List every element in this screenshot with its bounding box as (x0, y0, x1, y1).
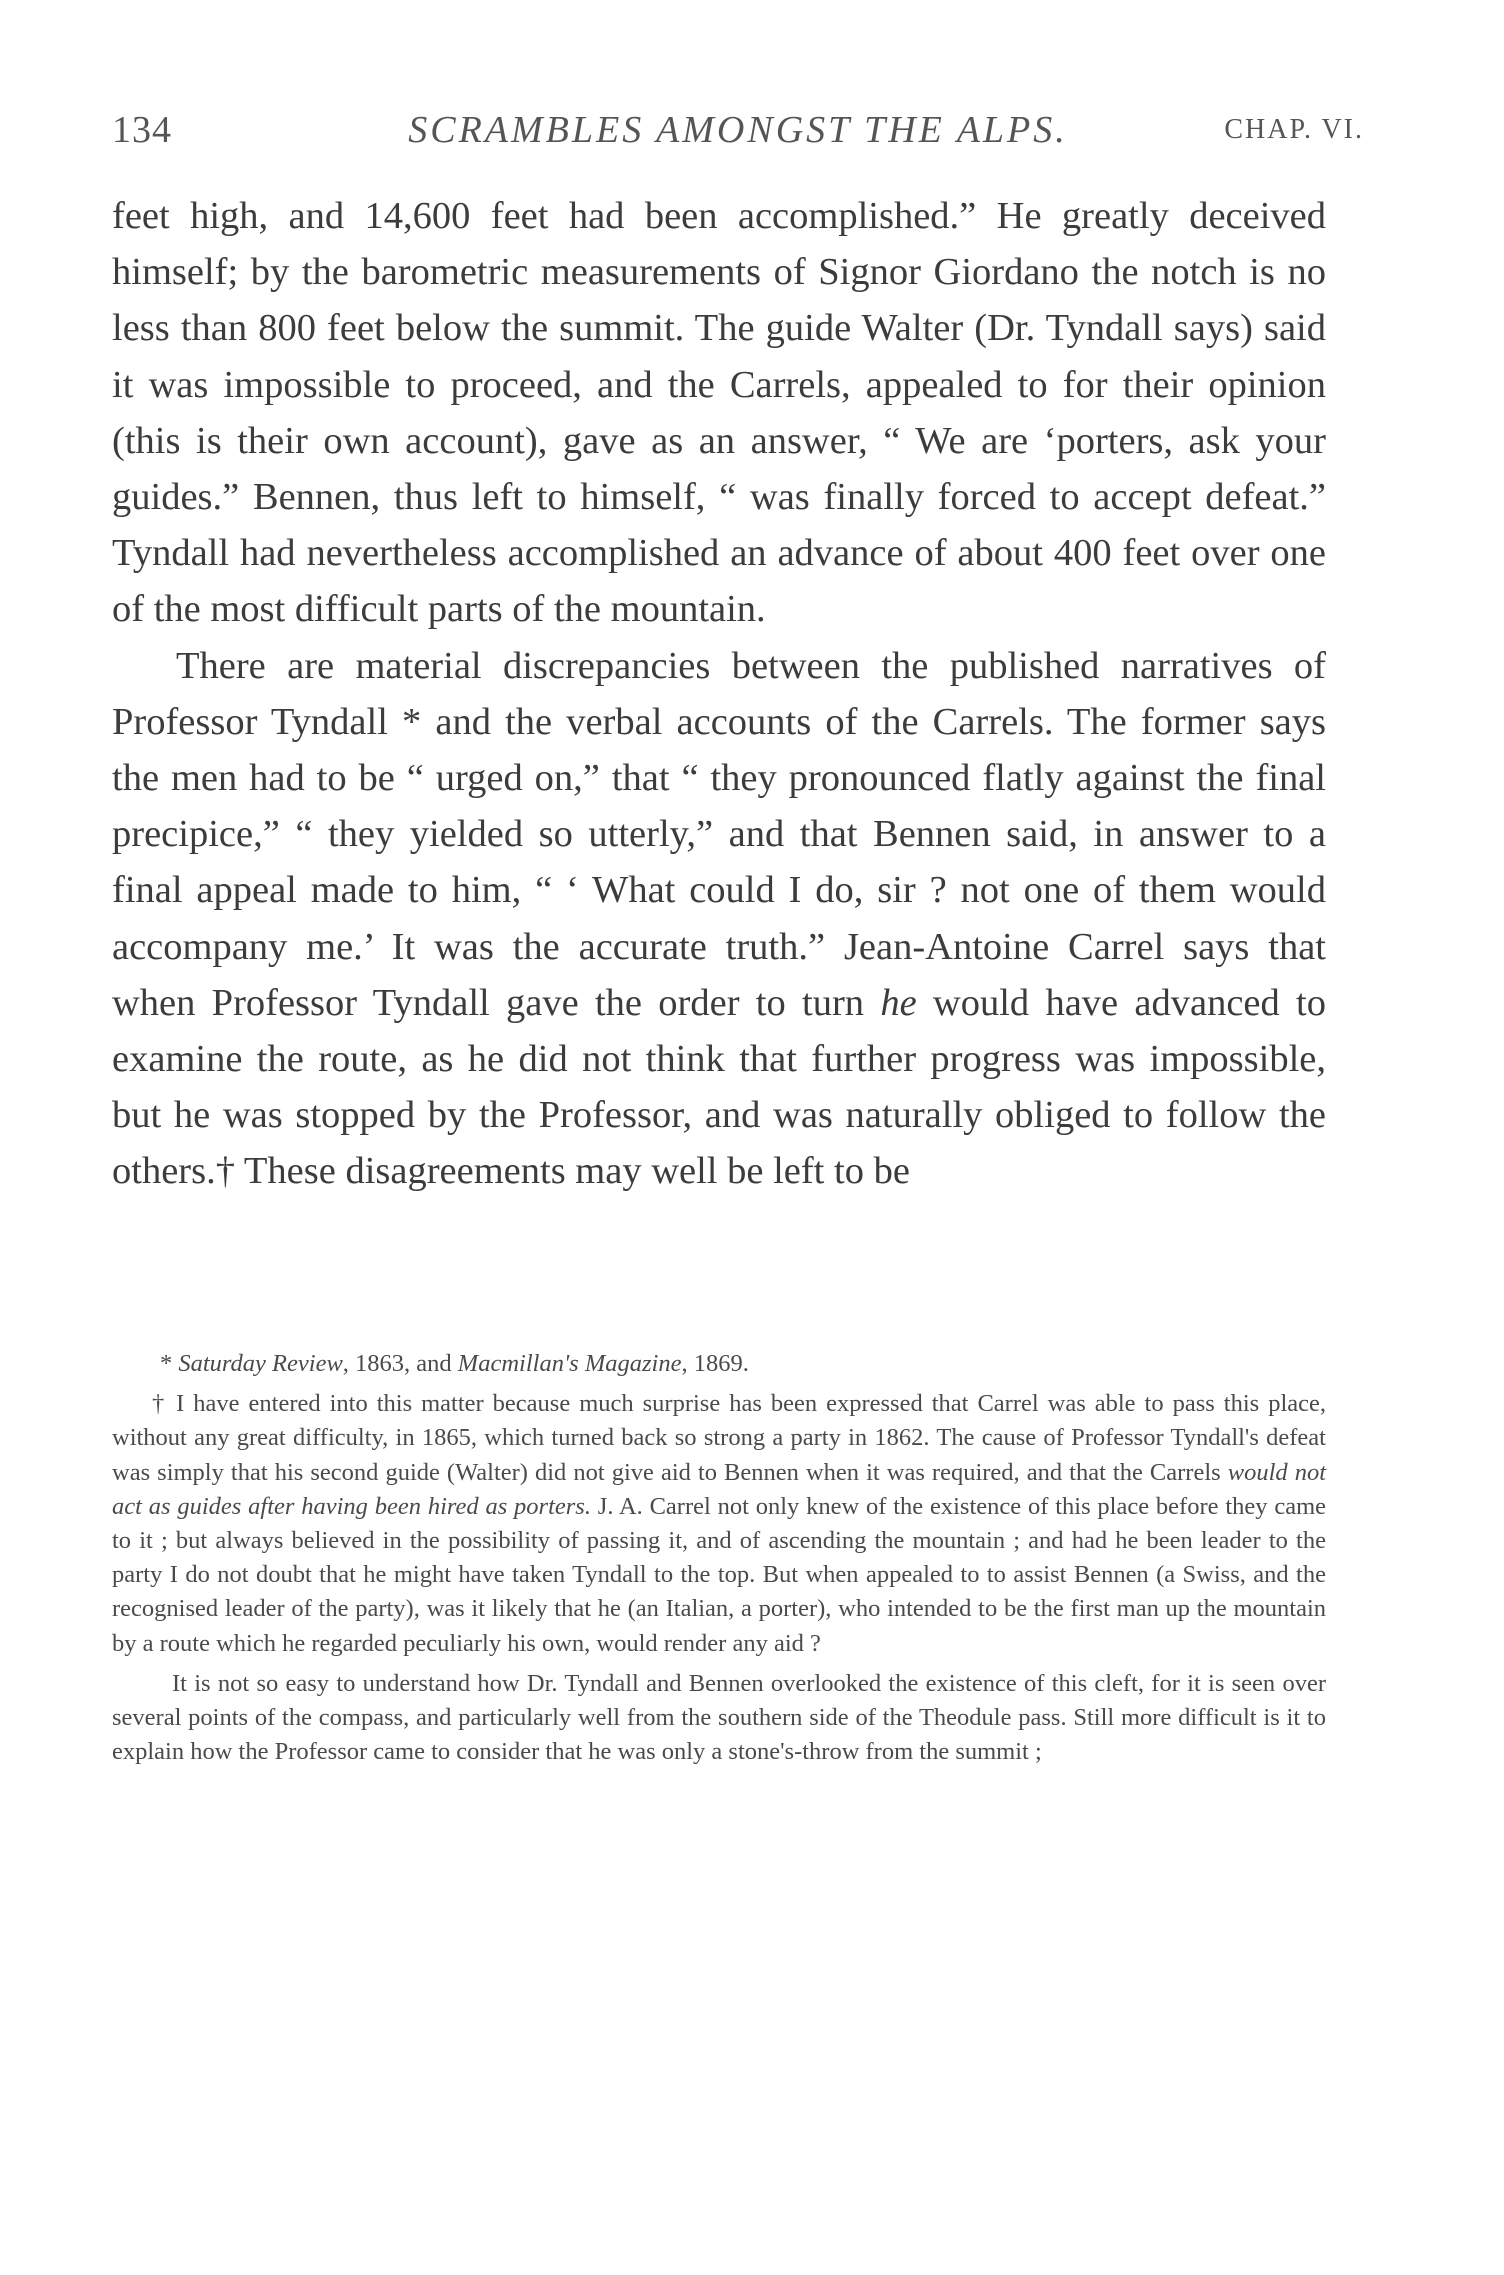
main-text (112, 188, 1326, 1200)
page-number: 134 (112, 109, 172, 151)
footnote-italic: would not act as guides after having been hired as porters. (112, 1458, 1326, 1520)
footnote-2 (112, 1387, 1326, 1661)
italic-word: he (880, 981, 917, 1024)
paragraph (112, 638, 1326, 1200)
footnotes (112, 1347, 1326, 1769)
paragraph-text: would have advanced to examine the route, as he did not think that further progress was impossible, but he was stopped by the Professor, and was naturally obliged to follow the others.† These disagreements may well be left to be (112, 981, 1326, 1193)
paragraph: feet high, and 14,600 feet had been accomplished.” He greatly deceived himself; by the barometric measurements of Signor Giordano the notch is no less than 800 feet below the summit. The guide Walter (Dr. Tyndall says) said it was impossible to proceed, and the Carrels, appealed to for their opinion (this is their own account), gave as an answer, “ We are ‘porters, ask your guides.” Bennen, thus left to himself, “ was finally forced to accept defeat.” Tyndall had nevertheless accomplished an advance of about 400 feet over one of the most difficult parts of the mountain. (112, 195, 1326, 631)
chapter-label: CHAP. VI. (1224, 114, 1364, 145)
footnote-text: J. A. Carrel not only knew of the existence of this place before they came to it ; but always believed in the possibility of passing it, and of ascending the mountain ; and had he been leader to the party I do not doubt that he might have taken Tyndall to the top. But when appealed to to assist Bennen (a Swiss, and the recognised leader of the party), was it likely that he (an Italian, a porter), who intended to be the first man up the mountain by a route which he regarded peculiarly his own, would render any aid ? (112, 1492, 1327, 1657)
footnote-1 (112, 1347, 1326, 1387)
footnote-text: † I have entered into this matter because much surprise has been expressed that Carrel was able to pass this place, without any great difficulty, in 1865, which turned back so strong a party in 1862. The cause of Professor Tyndall's defeat was simply that his second guide (Walter) did not give aid to Bennen when it was required, and that the Carrels (112, 1390, 1326, 1486)
citation-title: Macmillan's Magazine (457, 1350, 682, 1377)
running-header (112, 108, 1364, 156)
running-title: SCRAMBLES AMONGST THE ALPS. (408, 109, 1068, 151)
footnote-text: , 1863, and (342, 1350, 458, 1377)
footnote-2-continued: It is not so easy to understand how Dr. Tyndall and Bennen overlooked the existence of this cleft, for it is seen over several points of the compass, and particularly well from the southern side of the Theodule pass. Still more difficult is it to explain how the Professor came to consider that he was only a stone's-throw from the summit ; (112, 1669, 1326, 1766)
footnote-marker: * (160, 1350, 179, 1377)
paragraph-text: There are material discrepancies between the published narratives of Professor Tyndall * and the verbal accounts of the Carrels. The former says the men had to be “ urged on,” that “ they pronounced flatly against the final precipice,” “ they yielded so utterly,” and that Bennen said, in answer to a final appeal made to him, “ ‘ What could I do, sir ? not one of them would accompany me.’ It was the accurate truth.” Jean-Antoine Carrel says that when Professor Tyndall gave the order to turn (112, 644, 1326, 1024)
citation-title: Saturday Review (178, 1350, 343, 1377)
footnote-text: , 1869. (681, 1350, 749, 1377)
